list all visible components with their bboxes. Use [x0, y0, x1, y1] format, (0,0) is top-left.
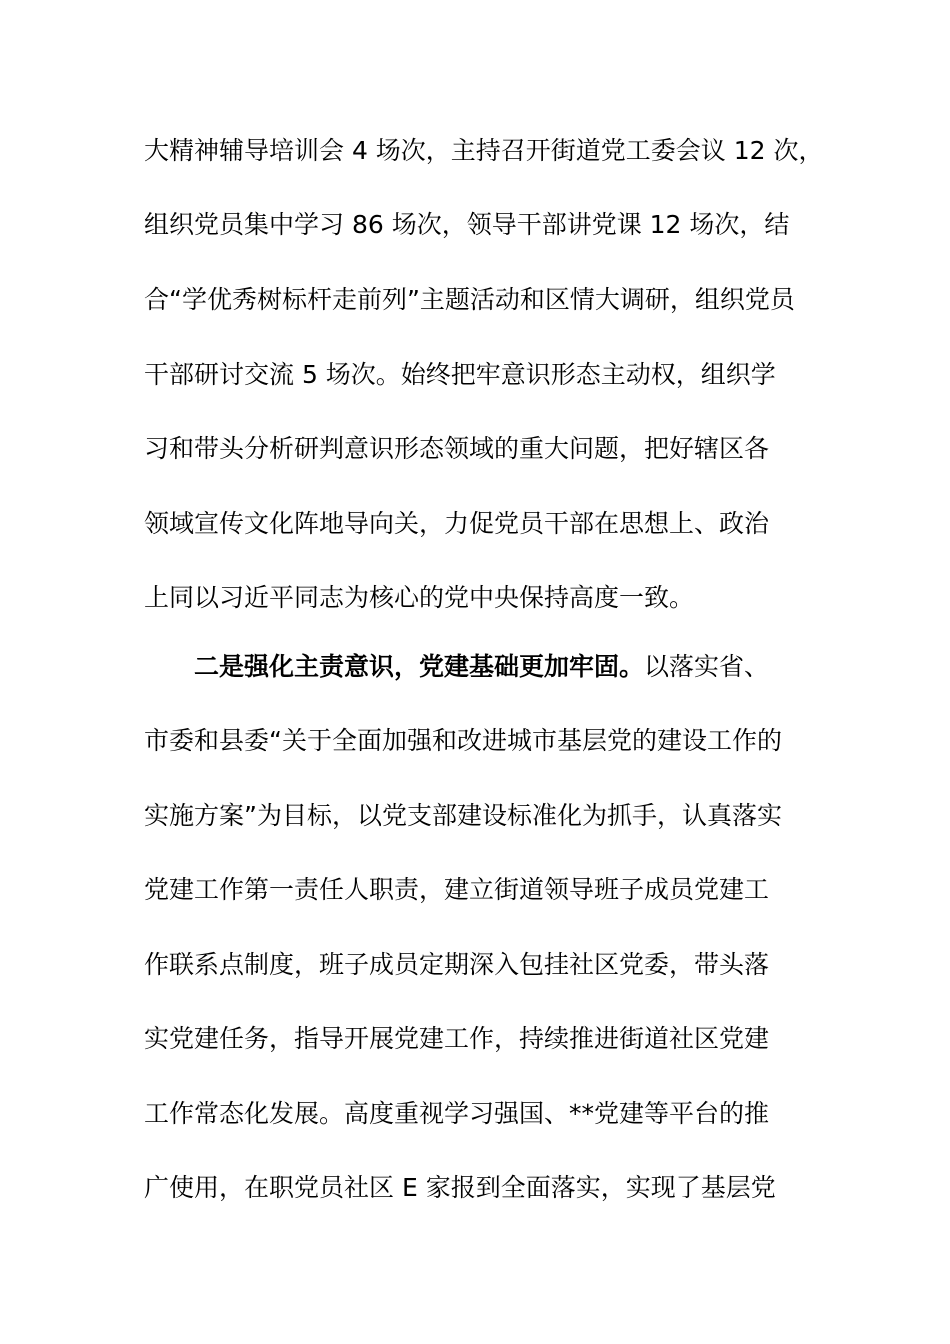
- paragraph-line: 市委和县委“关于全面加强和改进城市基层党的建设工作的: [144, 726, 782, 755]
- paragraph-line: 广使用，在职党员社区 E 家报到全面落实，实现了基层党: [144, 1173, 776, 1202]
- paragraph-line: 大精神辅导培训会 4 场次，主持召开街道党工委会议 12 次，: [144, 136, 824, 165]
- section-heading-rest: 以落实省、: [644, 652, 770, 681]
- section-heading: 二是强化主责意识，党建基础更加牢固。: [194, 652, 645, 681]
- paragraph-line: 领域宣传文化阵地导向关，力促党员干部在思想上、政治: [144, 509, 770, 538]
- paragraph-line: 工作常态化发展。高度重视学习强国、**党建等平台的推: [144, 1099, 770, 1128]
- paragraph-line: 干部研讨交流 5 场次。始终把牢意识形态主动权，组织学: [144, 360, 776, 389]
- paragraph-line: 实施方案”为目标，以党支部建设标准化为抓手，认真落实: [144, 801, 782, 830]
- paragraph-line: 组织党员集中学习 86 场次，领导干部讲党课 12 场次，结: [144, 210, 790, 239]
- paragraph-line: 习和带头分析研判意识形态领域的重大问题，把好辖区各: [144, 434, 770, 463]
- section-heading-line: [194, 647, 824, 687]
- paragraph-line: 实党建任务，指导开展党建工作，持续推进街道社区党建: [144, 1024, 770, 1053]
- paragraph-line: 作联系点制度，班子成员定期深入包挂社区党委，带头落: [144, 950, 770, 979]
- paragraph-line: 上同以习近平同志为核心的党中央保持高度一致。: [144, 583, 695, 612]
- paragraph-line: 党建工作第一责任人职责，建立街道领导班子成员党建工: [144, 875, 770, 904]
- paragraph-line: 合“学优秀树标杆走前列”主题活动和区情大调研，组织党员: [144, 285, 795, 314]
